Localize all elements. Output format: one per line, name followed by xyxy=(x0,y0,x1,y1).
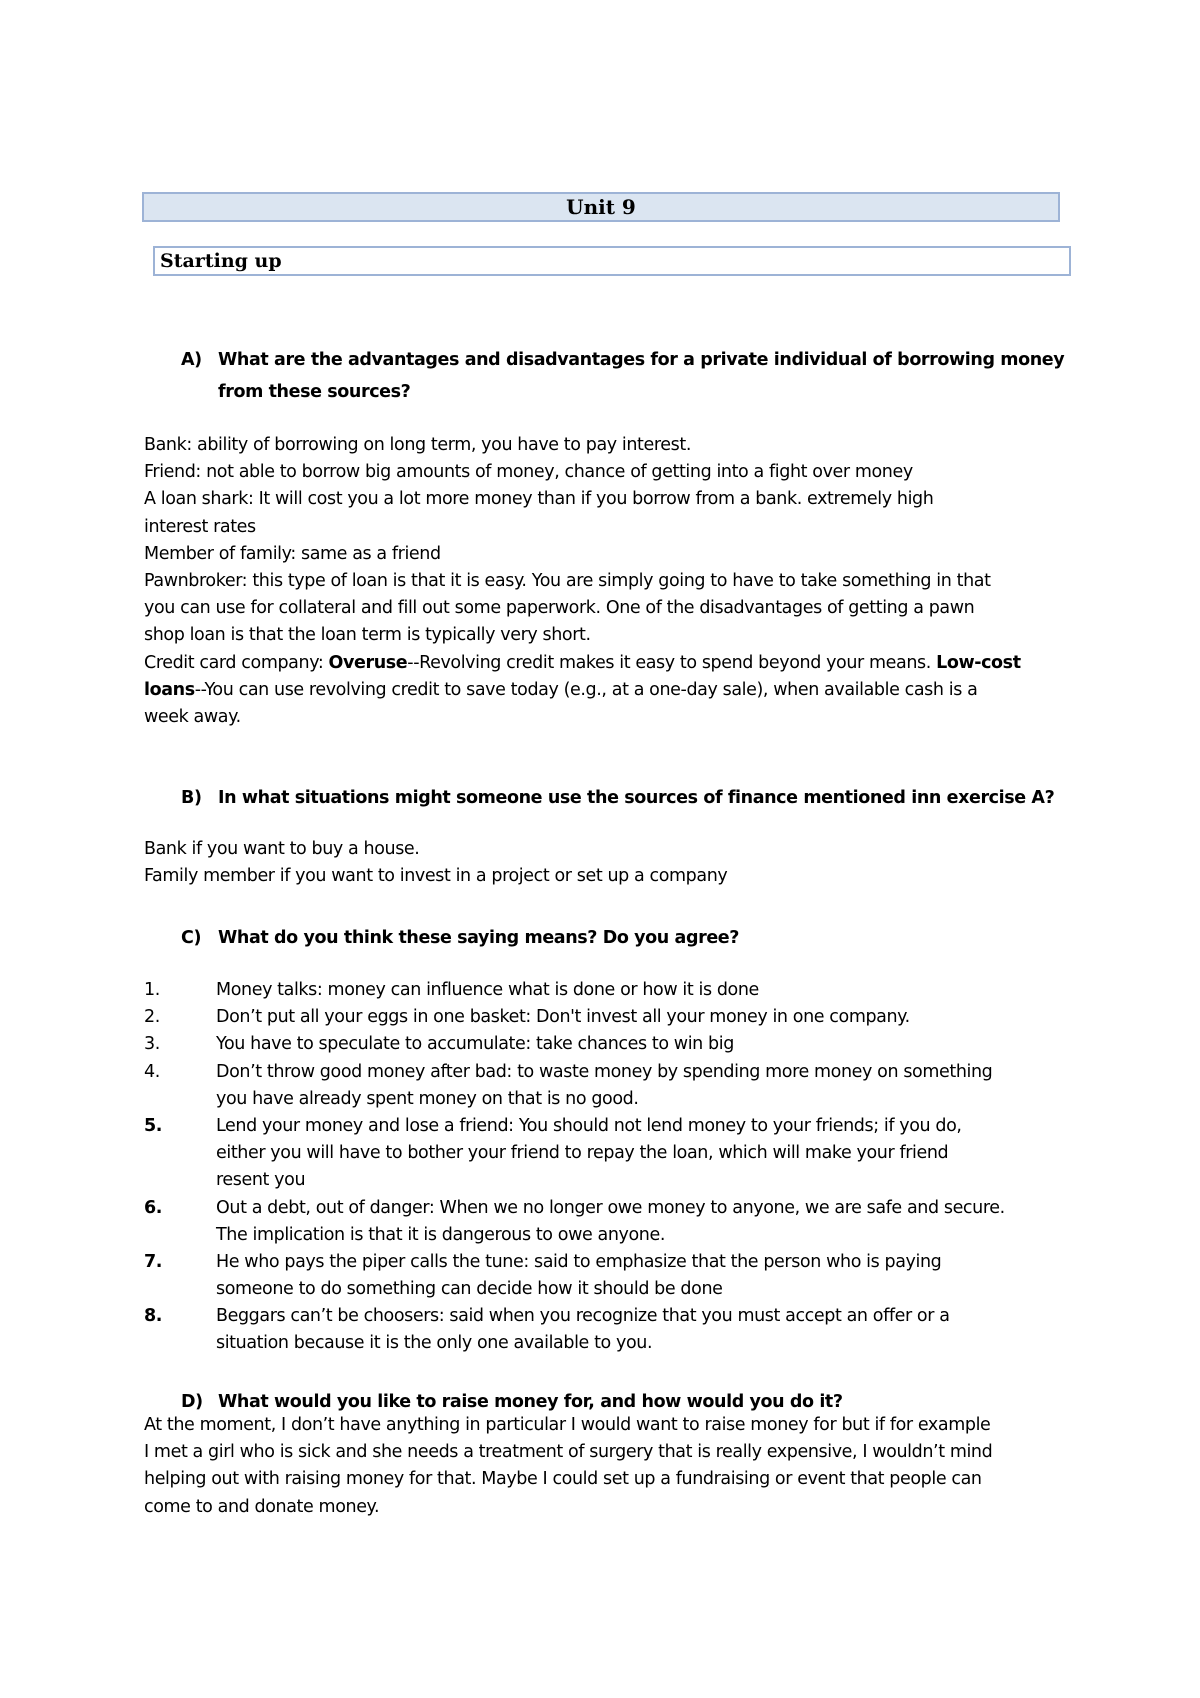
saying-item xyxy=(144,1031,1005,1058)
sayings-list xyxy=(144,977,1005,1358)
question-a-label: A) xyxy=(181,350,202,370)
saying-number: 1. xyxy=(144,980,160,1000)
saying-number: 5. xyxy=(144,1115,163,1136)
answer-d-line-1: At the moment, I don’t have anything in particular I would want to raise money for but if for example xyxy=(144,1415,991,1435)
saying-text-line: situation because it is the only one available to you. xyxy=(216,1333,653,1354)
question-c-label: C) xyxy=(181,928,202,948)
saying-text-line: He who pays the piper calls the tune: said to emphasize that the person who is paying xyxy=(216,1251,942,1272)
answer-a-loan-shark-2: interest rates xyxy=(144,516,256,537)
saying-text-line: Beggars can’t be choosers: said when you recognize that you must accept an offer or a xyxy=(216,1306,950,1327)
answer-a-loan-shark-1: A loan shark: It will cost you a lot more money than if you borrow from a bank. extremely high xyxy=(144,489,934,510)
credit-lowcost: Low-cost xyxy=(936,652,1021,673)
saying-text-line: You have to speculate to accumulate: take chances to win big xyxy=(216,1034,734,1055)
saying-text-line: you have already spent money on that is no good. xyxy=(216,1088,639,1109)
question-c-text: What do you think these saying means? Do you agree? xyxy=(218,928,740,948)
unit-title-box xyxy=(142,192,1060,222)
answer-d xyxy=(144,1412,992,1521)
answer-a-family: Member of family: same as a friend xyxy=(144,543,441,564)
saying-text-line: Lend your money and lose a friend: You should not lend money to your friends; if you do, xyxy=(216,1115,962,1136)
saying-text-line: Don’t throw good money after bad: to waste money by spending more money on something xyxy=(216,1061,993,1082)
question-d-label: D) xyxy=(181,1392,203,1412)
credit-overuse: Overuse xyxy=(328,652,408,673)
saying-item xyxy=(144,1059,1005,1113)
saying-text-line: either you will have to bother your friend to repay the loan, which will make your friend xyxy=(216,1143,949,1164)
saying-item xyxy=(144,1004,1005,1031)
saying-item xyxy=(144,1113,1005,1195)
unit-title: Unit 9 xyxy=(566,195,636,219)
answer-a-pawn-3: shop loan is that the loan term is typically very short. xyxy=(144,625,591,646)
credit-prefix: Credit card company: xyxy=(144,652,329,673)
answer-a xyxy=(144,432,1021,731)
answer-a-bank: Bank: ability of borrowing on long term, you have to pay interest. xyxy=(144,435,691,455)
saying-number: 8. xyxy=(144,1306,163,1327)
answer-b-line-2: Family member if you want to invest in a project or set up a company xyxy=(144,866,728,887)
question-a-line-1: What are the advantages and disadvantages for a private individual of borrowing money xyxy=(218,350,1065,370)
answer-a-friend: Friend: not able to borrow big amounts of money, chance of getting into a fight over money xyxy=(144,462,913,483)
saying-item xyxy=(144,1303,1005,1357)
answer-d-line-3: helping out with raising money for that. Maybe I could set up a fundraising or event that people can xyxy=(144,1469,982,1490)
answer-a-credit-1 xyxy=(144,650,1021,677)
saying-text-line: Money talks: money can influence what is done or how it is done xyxy=(216,980,759,1000)
saying-number: 3. xyxy=(144,1034,160,1055)
credit-rest: --You can use revolving credit to save today (e.g., at a one-day sale), when available cash is a xyxy=(194,679,978,700)
answer-a-credit-3: week away. xyxy=(144,706,241,727)
answer-a-credit-2 xyxy=(144,677,1021,704)
saying-text-line: resent you xyxy=(216,1170,306,1191)
answer-b-line-1: Bank if you want to buy a house. xyxy=(144,839,420,859)
credit-mid: --Revolving credit makes it easy to spend beyond your means. xyxy=(407,652,937,673)
credit-loans: loans xyxy=(144,679,195,700)
question-b-label: B) xyxy=(181,788,202,808)
saying-text-line: someone to do something can decide how it should be done xyxy=(216,1279,723,1300)
answer-b xyxy=(144,836,727,890)
section-title-box xyxy=(153,246,1071,276)
saying-number: 6. xyxy=(144,1197,163,1218)
section-title: Starting up xyxy=(160,250,282,272)
saying-text-line: Out a debt, out of danger: When we no longer owe money to anyone, we are safe and secure. xyxy=(216,1197,1005,1218)
saying-number: 7. xyxy=(144,1251,163,1272)
answer-d-line-2: I met a girl who is sick and she needs a treatment of surgery that is really expensive, I wouldn’t mind xyxy=(144,1442,993,1463)
saying-item xyxy=(144,1195,1005,1249)
question-b-text: In what situations might someone use the sources of finance mentioned inn exercise A? xyxy=(218,788,1055,808)
saying-item xyxy=(144,1249,1005,1303)
saying-number: 4. xyxy=(144,1061,160,1082)
saying-text-line: Don’t put all your eggs in one basket: Don't invest all your money in one company. xyxy=(216,1007,910,1028)
answer-a-pawn-2: you can use for collateral and fill out some paperwork. One of the disadvantages of getting a pawn xyxy=(144,598,975,619)
answer-a-pawn-1: Pawnbroker: this type of loan is that it is easy. You are simply going to have to take something in that xyxy=(144,570,991,591)
saying-number: 2. xyxy=(144,1007,160,1028)
saying-item xyxy=(144,977,1005,1004)
question-d-text: What would you like to raise money for, and how would you do it? xyxy=(218,1392,843,1412)
question-a-line-2: from these sources? xyxy=(218,382,411,402)
answer-d-line-4: come to and donate money. xyxy=(144,1496,380,1517)
saying-text-line: The implication is that it is dangerous to owe anyone. xyxy=(216,1224,666,1245)
